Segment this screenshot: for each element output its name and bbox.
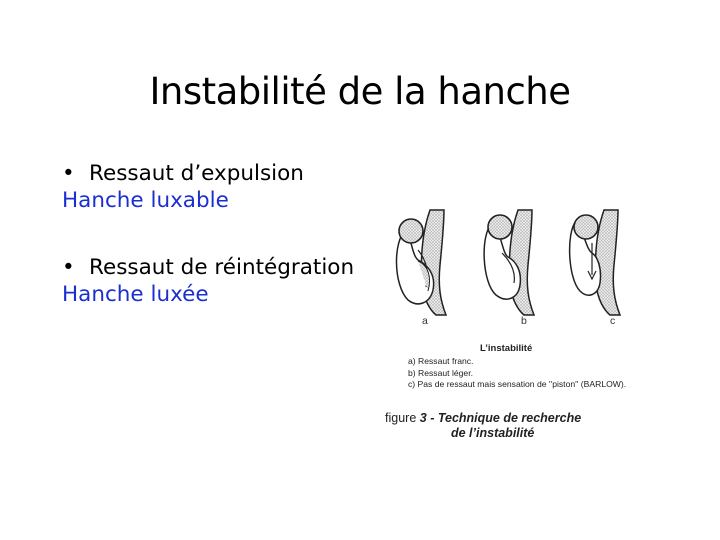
bullet-item-reintegration	[62, 254, 362, 281]
bullet-item-expulsion	[62, 160, 362, 187]
bullet-text: Ressaut d’expulsion	[89, 161, 304, 186]
hip-diagram-b	[484, 210, 534, 315]
panel-label-a: a	[422, 315, 428, 327]
instability-figure	[378, 205, 658, 455]
note-hanche-luxable: Hanche luxable	[62, 188, 229, 213]
slide-title: Instabilité de la hanche	[149, 70, 571, 113]
bullet-text: Ressaut de réintégration	[89, 255, 355, 280]
hip-diagrams	[378, 205, 658, 320]
note-hanche-luxee: Hanche luxée	[62, 282, 209, 307]
caption-title-line2: de l’instabilité	[451, 426, 535, 440]
legend-line-a: a) Ressaut franc.	[408, 356, 474, 366]
legend-line-b: b) Ressaut léger.	[408, 367, 473, 378]
figure-caption	[385, 411, 655, 441]
bullet-dot: •	[62, 161, 75, 186]
panel-label-b: b	[521, 315, 527, 327]
figure-legend	[408, 356, 658, 391]
slide-body	[62, 160, 362, 308]
caption-title-line1: 3 - Technique de recherche	[419, 411, 582, 425]
bullet-dot: •	[62, 255, 75, 280]
hip-diagram-a	[396, 210, 446, 315]
legend-line-c: c) Pas de ressaut mais sensation de ''piston'' (BARLOW).	[408, 379, 627, 389]
figure-heading: L’instabilité	[480, 343, 533, 354]
caption-prefix: figure	[385, 411, 417, 425]
hip-diagram-c	[570, 210, 620, 315]
panel-label-c: c	[610, 315, 616, 327]
